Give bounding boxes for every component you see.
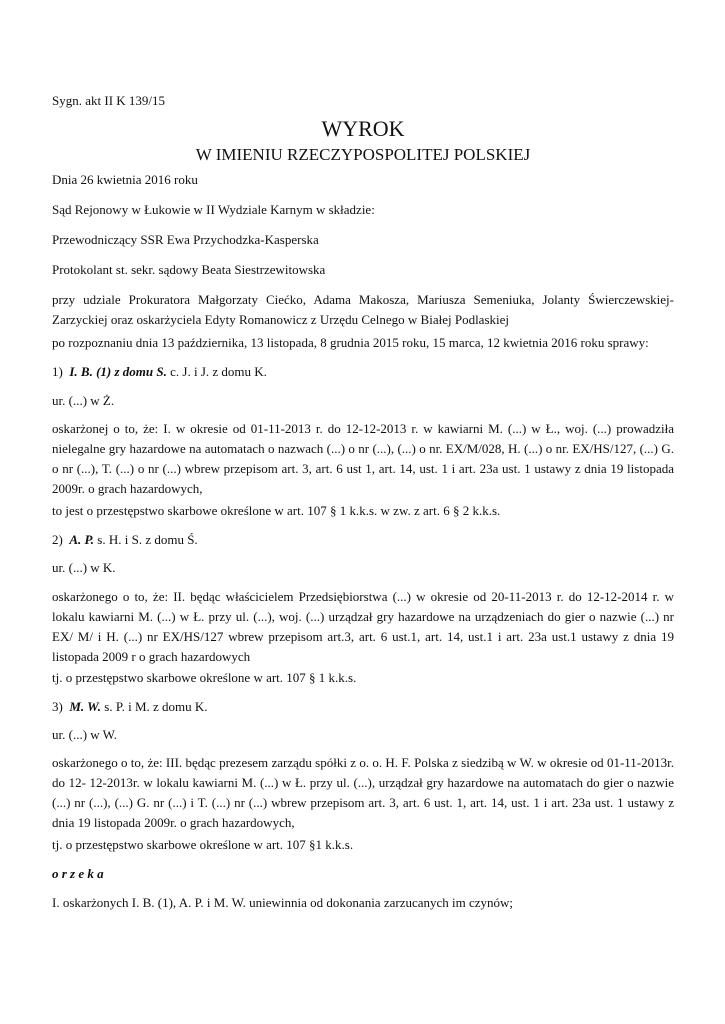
defendant-2-offence: tj. o przestępstwo skarbowe określone w art. 107 § 1 k.k.s. bbox=[52, 670, 357, 685]
participants-paragraph: przy udziale Prokuratora Małgorzaty Ciećko, Adama Makosza, Mariusza Semeniuka, Jolanty Świerczewskiej-Zarzyckiej oraz oskarżyciela Edyty Romanowicz z Urzędu Celnego w Białej Podlaskiej bbox=[52, 292, 674, 327]
defendant-1-birth: ur. (...) w Ż. bbox=[52, 393, 115, 408]
defendant-2-charge: oskarżonego o to, że: II. będąc właścicielem Przedsiębiorstwa (...) w okresie od 20-11-2013 r. do 12-12-2014 r. w lokalu kawiarni M. (...) w Ł. przy ul. (...), woj. (...) urządzał gry hazardowe na urządzeniach do gier o nazwie (...) nr EX/ M/ i H. (...) nr EX/HS/127 wbrew przepisom art.3, art. 6 ust.1, art. 14, ust.1 i art. 23a ust.1 ustawy z dnia 19 listopada 2009 r o grach hazardowych bbox=[52, 589, 674, 664]
verdict-heading: o r z e k a bbox=[52, 866, 104, 881]
defendant-3-header bbox=[52, 697, 674, 717]
defendant-2-number: 2) bbox=[52, 532, 63, 547]
defendant-3-charge: oskarżonego o to, że: III. będąc prezesem zarządu spółki z o. o. H. F. Polska z siedzibą w W. w okresie od 01-11-2013r. do 12- 12-2013r. w lokalu kawiarni M. (...) w Ł. przy ul. (...), urządzał gry hazardowe na automatach do gier o nazwie (...) nr (...), (...) G. nr (...) i T. (...) nr (...) wbrew przepisom art. 3, art. 6 ust. 1, art. 14, ust. 1 i art. 23a ust. 1 ustawy z dnia 19 listopada 2009r. o grach hazardowych, bbox=[52, 755, 674, 830]
defendant-3-birth: ur. (...) w W. bbox=[52, 727, 117, 742]
defendant-2-header bbox=[52, 530, 674, 550]
defendant-3-offence: tj. o przestępstwo skarbowe określone w art. 107 §1 k.k.s. bbox=[52, 837, 354, 852]
defendant-1-charge: oskarżonej o to, że: I. w okresie od 01-11-2013 r. do 12-12-2013 r. w kawiarni M. (...) w Ł., woj. (...) prowadziła nielegalne gry hazardowe na automatach o nazwach (...) o nr (...), (...) o nr. EX/M/028, H. (...) o nr. EX/HS/127, (...) G. o nr (...), T. (...) o nr (...) wbrew przepisom art. 3, art. 6 ust 1, art. 14, ust. 1 i art. 23a ust. 1 ustawy z dnia 19 listopada 2009r. o grach hazardowych, bbox=[52, 421, 674, 496]
defendant-1-header bbox=[52, 362, 674, 382]
court-clerk: Protokolant st. sekr. sądowy Beata Siestrzewitowska bbox=[52, 262, 326, 277]
document-subtitle: W IMIENIU RZECZYPOSPOLITEJ POLSKIEJ bbox=[195, 145, 531, 164]
defendant-2-birth: ur. (...) w K. bbox=[52, 560, 116, 575]
presiding-judge: Przewodniczący SSR Ewa Przychodzka-Kasperska bbox=[52, 232, 319, 247]
defendant-3-parents: s. P. i M. z domu K. bbox=[101, 699, 208, 714]
defendant-2-parents: s. H. i S. z domu Ś. bbox=[94, 532, 198, 547]
hearing-dates: po rozpoznaniu dnia 13 października, 13 listopada, 8 grudnia 2015 roku, 15 marca, 12 kwietnia 2016 roku sprawy: bbox=[52, 335, 649, 350]
defendant-1-offence: to jest o przestępstwo skarbowe określone w art. 107 § 1 k.k.s. w zw. z art. 6 § 2 k.k.s. bbox=[52, 503, 501, 518]
court-composition: Sąd Rejonowy w Łukowie w II Wydziale Karnym w składzie: bbox=[52, 202, 375, 217]
defendant-2-name: A. P. bbox=[69, 532, 95, 547]
date-line: Dnia 26 kwietnia 2016 roku bbox=[52, 172, 198, 187]
defendant-1-parents: c. J. i J. z domu K. bbox=[166, 364, 267, 379]
defendant-3-number: 3) bbox=[52, 699, 63, 714]
case-signature: Sygn. akt II K 139/15 bbox=[52, 93, 166, 108]
document-title: WYROK bbox=[321, 116, 405, 141]
defendant-3-name: M. W. bbox=[69, 699, 102, 714]
verdict-text: I. oskarżonych I. B. (1), A. P. i M. W. uniewinnia od dokonania zarzucanych im czynów; bbox=[52, 895, 514, 910]
defendant-1-number: 1) bbox=[52, 364, 63, 379]
defendant-1-name: I. B. (1) z domu S. bbox=[69, 364, 167, 379]
